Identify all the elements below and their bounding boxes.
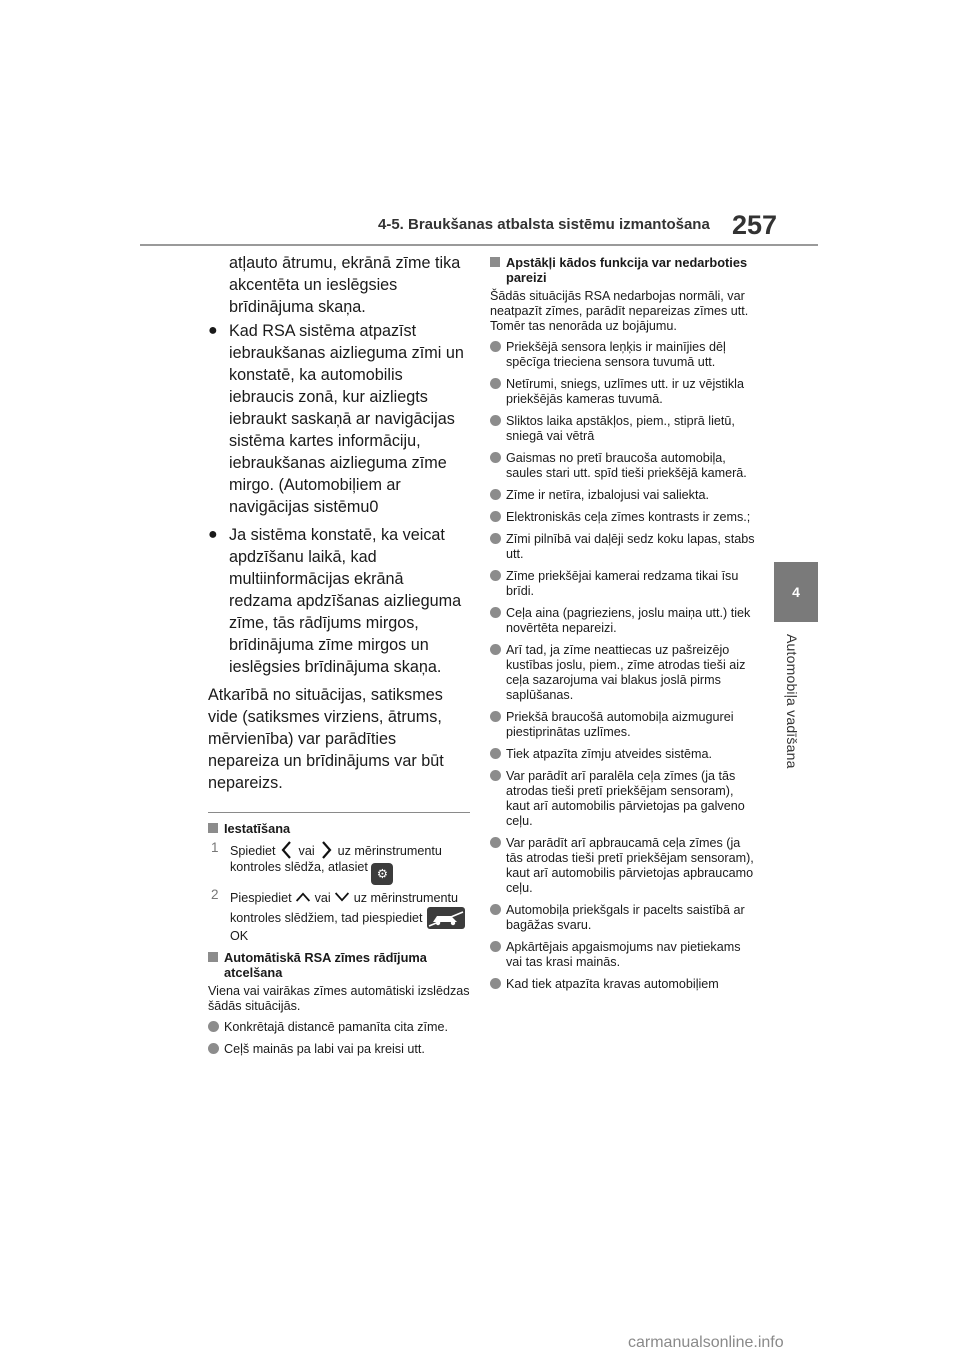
ok-label: OK: [230, 929, 249, 943]
list-item-text: Automobiļa priekšgals ir pacelts saistībā ar bagāžas svaru.: [506, 903, 745, 932]
bullet-text: Ja sistēma konstatē, ka veicat apdzīšanu laikā, kad multiinformācijas ekrānā redzama apdzīšanas aizlieguma zīme, tās rādījums mirgos, brīdinājuma zīme mirgos un ieslēgsies brīdinājuma skaņa.: [229, 526, 462, 676]
bullet-text: Kad RSA sistēma atpazīst iebraukšanas aizlieguma zīmi un konstatē, ka automobilis iebraucis zonā, kur aizliegts iebraukt saskaņā ar navigācijas sistēma kartes informāciju, iebraukšanas aizlieguma zīme mirgo. (Automobiļiem ar navigācijas sistēmu0: [229, 322, 464, 516]
round-bullet-icon: [490, 770, 501, 781]
list-item: [490, 510, 755, 525]
chevron-left-icon: [279, 840, 295, 860]
round-bullet-icon: [490, 837, 501, 848]
list-item: [208, 1020, 470, 1035]
list-item-text: Ceļš mainās pa labi vai pa kreisi utt.: [224, 1042, 425, 1056]
list-item-text: Kad tiek atpazīta kravas automobiļiem: [506, 977, 719, 991]
round-bullet-icon: [490, 511, 501, 522]
step-number: 1: [211, 840, 219, 855]
chapter-title-vertical: Automobiļa vadīšana: [784, 634, 800, 769]
list-item-text: Elektroniskās ceļa zīmes kontrasts ir zems.;: [506, 510, 751, 524]
list-item: [490, 451, 755, 481]
list-item-text: Ceļa aina (pagrieziens, joslu maiņa utt.) tiek novērtēta nepareizi.: [506, 606, 751, 635]
bullet-dot-icon: ●: [208, 322, 218, 339]
round-bullet-icon: [490, 570, 501, 581]
round-bullet-icon: [490, 644, 501, 655]
round-bullet-icon: [208, 1043, 219, 1054]
list-item: [490, 569, 755, 599]
step-1-text-b: vai: [298, 844, 315, 858]
settings-section-title: [208, 821, 470, 836]
chapter-number-tab: 4: [774, 562, 818, 622]
list-item: [490, 532, 755, 562]
continued-bullet-text: atļauto ātrumu, ekrānā zīme tika akcentēta un ieslēgsies brīdinājuma skaņa.: [229, 254, 461, 316]
step-1: [208, 840, 470, 885]
list-item-text: Zīmi pilnībā vai daļēji sedz koku lapas, stabs utt.: [506, 532, 755, 561]
round-bullet-icon: [490, 941, 501, 952]
list-item-text: Priekšējā sensora leņķis ir mainījies dēļ spēcīga trieciena sensora tuvumā utt.: [506, 340, 726, 369]
list-item-text: Var parādīt arī paralēla ceļa zīmes (ja tās atrodas tieši pretī priekšējam sensoram), kaut arī automobilis pārvietojas pa galveno ceļu.: [506, 769, 745, 828]
list-item-text: Arī tad, ja zīme neattiecas uz pašreizējo kustības joslu, piem., zīme atrodas tieši aiz ceļa sazarojuma vai blakus joslā pirms saplūšanas.: [506, 643, 746, 702]
list-item: [490, 643, 755, 703]
round-bullet-icon: [490, 711, 501, 722]
round-bullet-icon: [490, 904, 501, 915]
conditions-section-title: [490, 255, 755, 285]
cancel-text: Viena vai vairākas zīmes automātiski izslēdzas šādās situācijās.: [208, 984, 470, 1013]
watermark-link[interactable]: carmanualsonline.info: [628, 1334, 784, 1351]
list-item-text: Priekšā braucošā automobiļa aizmugurei piestiprinātas uzlīmes.: [506, 710, 734, 739]
list-item-text: Konkrētajā distancē pamanīta cita zīme.: [224, 1020, 449, 1034]
list-item: [490, 414, 755, 444]
list-item: [490, 836, 755, 896]
step-1-text-c: uz mērinstrumentu kontroles slēdža, atlasiet: [230, 844, 442, 874]
step-number: 2: [211, 887, 219, 902]
list-item: [208, 1042, 470, 1057]
list-item: [490, 977, 755, 992]
square-bullet-icon: [490, 257, 500, 267]
square-bullet-icon: [208, 952, 218, 962]
step-2-text-b: vai: [314, 891, 331, 905]
section-divider: [208, 812, 470, 813]
round-bullet-icon: [490, 978, 501, 989]
round-bullet-icon: [490, 607, 501, 618]
step-2-text-c: uz mērinstrumentu kontroles slēdžiem, tad piespiediet: [230, 891, 459, 925]
settings-title-text: Iestatīšana: [224, 821, 291, 836]
list-item: [490, 377, 755, 407]
square-bullet-icon: [208, 823, 218, 833]
list-item-text: Sliktos laika apstākļos, piem., stiprā lietū, sniegā vai vētrā: [506, 414, 735, 443]
step-2-text-a: Piespiediet: [230, 891, 292, 905]
section-header-title: 4-5. Braukšanas atbalsta sistēmu izmantošana: [378, 216, 710, 233]
rsa-car-sign-icon: [427, 907, 465, 929]
list-item: [490, 903, 755, 933]
step-1-text-a: Spiediet: [230, 844, 276, 858]
body-paragraph: Atkarībā no situācijas, satiksmes vide (satiksmes virziens, ātrums, mērvienība) var parādīties nepareiza un brīdinājums var būt nepareizs.: [208, 686, 444, 792]
bullet-item: [208, 524, 470, 678]
list-item: [490, 769, 755, 829]
list-item-text: Zīme ir netīra, izbalojusi vai saliekta.: [506, 488, 709, 502]
list-item-text: Apkārtējais apgaismojums nav pietiekams vai tas krasi mainās.: [506, 940, 741, 969]
cancel-section-title: [208, 950, 470, 980]
bullet-item: [208, 320, 470, 518]
conditions-title-text: Apstākļi kādos funkcija var nedarboties pareizi: [506, 255, 748, 285]
page-number: 257: [732, 210, 778, 240]
right-column: [490, 255, 755, 999]
left-column: [208, 252, 470, 1064]
round-bullet-icon: [490, 748, 501, 759]
round-bullet-icon: [490, 489, 501, 500]
list-item-text: Netīrumi, sniegs, uzlīmes utt. ir uz vējstikla priekšējās kameras tuvumā.: [506, 377, 744, 406]
cancel-title-text: Automātiskā RSA zīmes rādījuma atcelšana: [224, 950, 427, 980]
list-item: [490, 940, 755, 970]
round-bullet-icon: [208, 1021, 219, 1032]
round-bullet-icon: [490, 533, 501, 544]
header-divider: [140, 244, 818, 246]
list-item-text: Tiek atpazīta zīmju atveides sistēma.: [506, 747, 713, 761]
list-item-text: Gaismas no pretī braucoša automobiļa, saules stari utt. spīd tieši priekšējā kamerā.: [506, 451, 747, 480]
round-bullet-icon: [490, 415, 501, 426]
list-item: [490, 747, 755, 762]
bullet-dot-icon: ●: [208, 526, 218, 543]
chevron-up-icon: [295, 887, 311, 907]
round-bullet-icon: [490, 341, 501, 352]
chevron-right-icon: [318, 840, 334, 860]
list-item: [490, 710, 755, 740]
round-bullet-icon: [490, 452, 501, 463]
chevron-down-icon: [334, 887, 350, 907]
settings-gear-icon: ⚙: [371, 863, 393, 885]
list-item: [490, 488, 755, 503]
conditions-text: Šādās situācijās RSA nedarbojas normāli, var neatpazīt zīmes, parādīt nepareizas zīmes utt. Tomēr tas nenorāda uz bojājumu.: [490, 289, 749, 333]
list-item-text: Var parādīt arī apbraucamā ceļa zīmes (ja tās atrodas tieši pretī priekšējam sensoram), kaut arī automobilis pārvietojas apbraucamo ceļu.: [506, 836, 754, 895]
round-bullet-icon: [490, 378, 501, 389]
list-item: [490, 340, 755, 370]
step-2: [208, 887, 470, 944]
list-item: [490, 606, 755, 636]
list-item-text: Zīme priekšējai kamerai redzama tikai īsu brīdi.: [506, 569, 739, 598]
